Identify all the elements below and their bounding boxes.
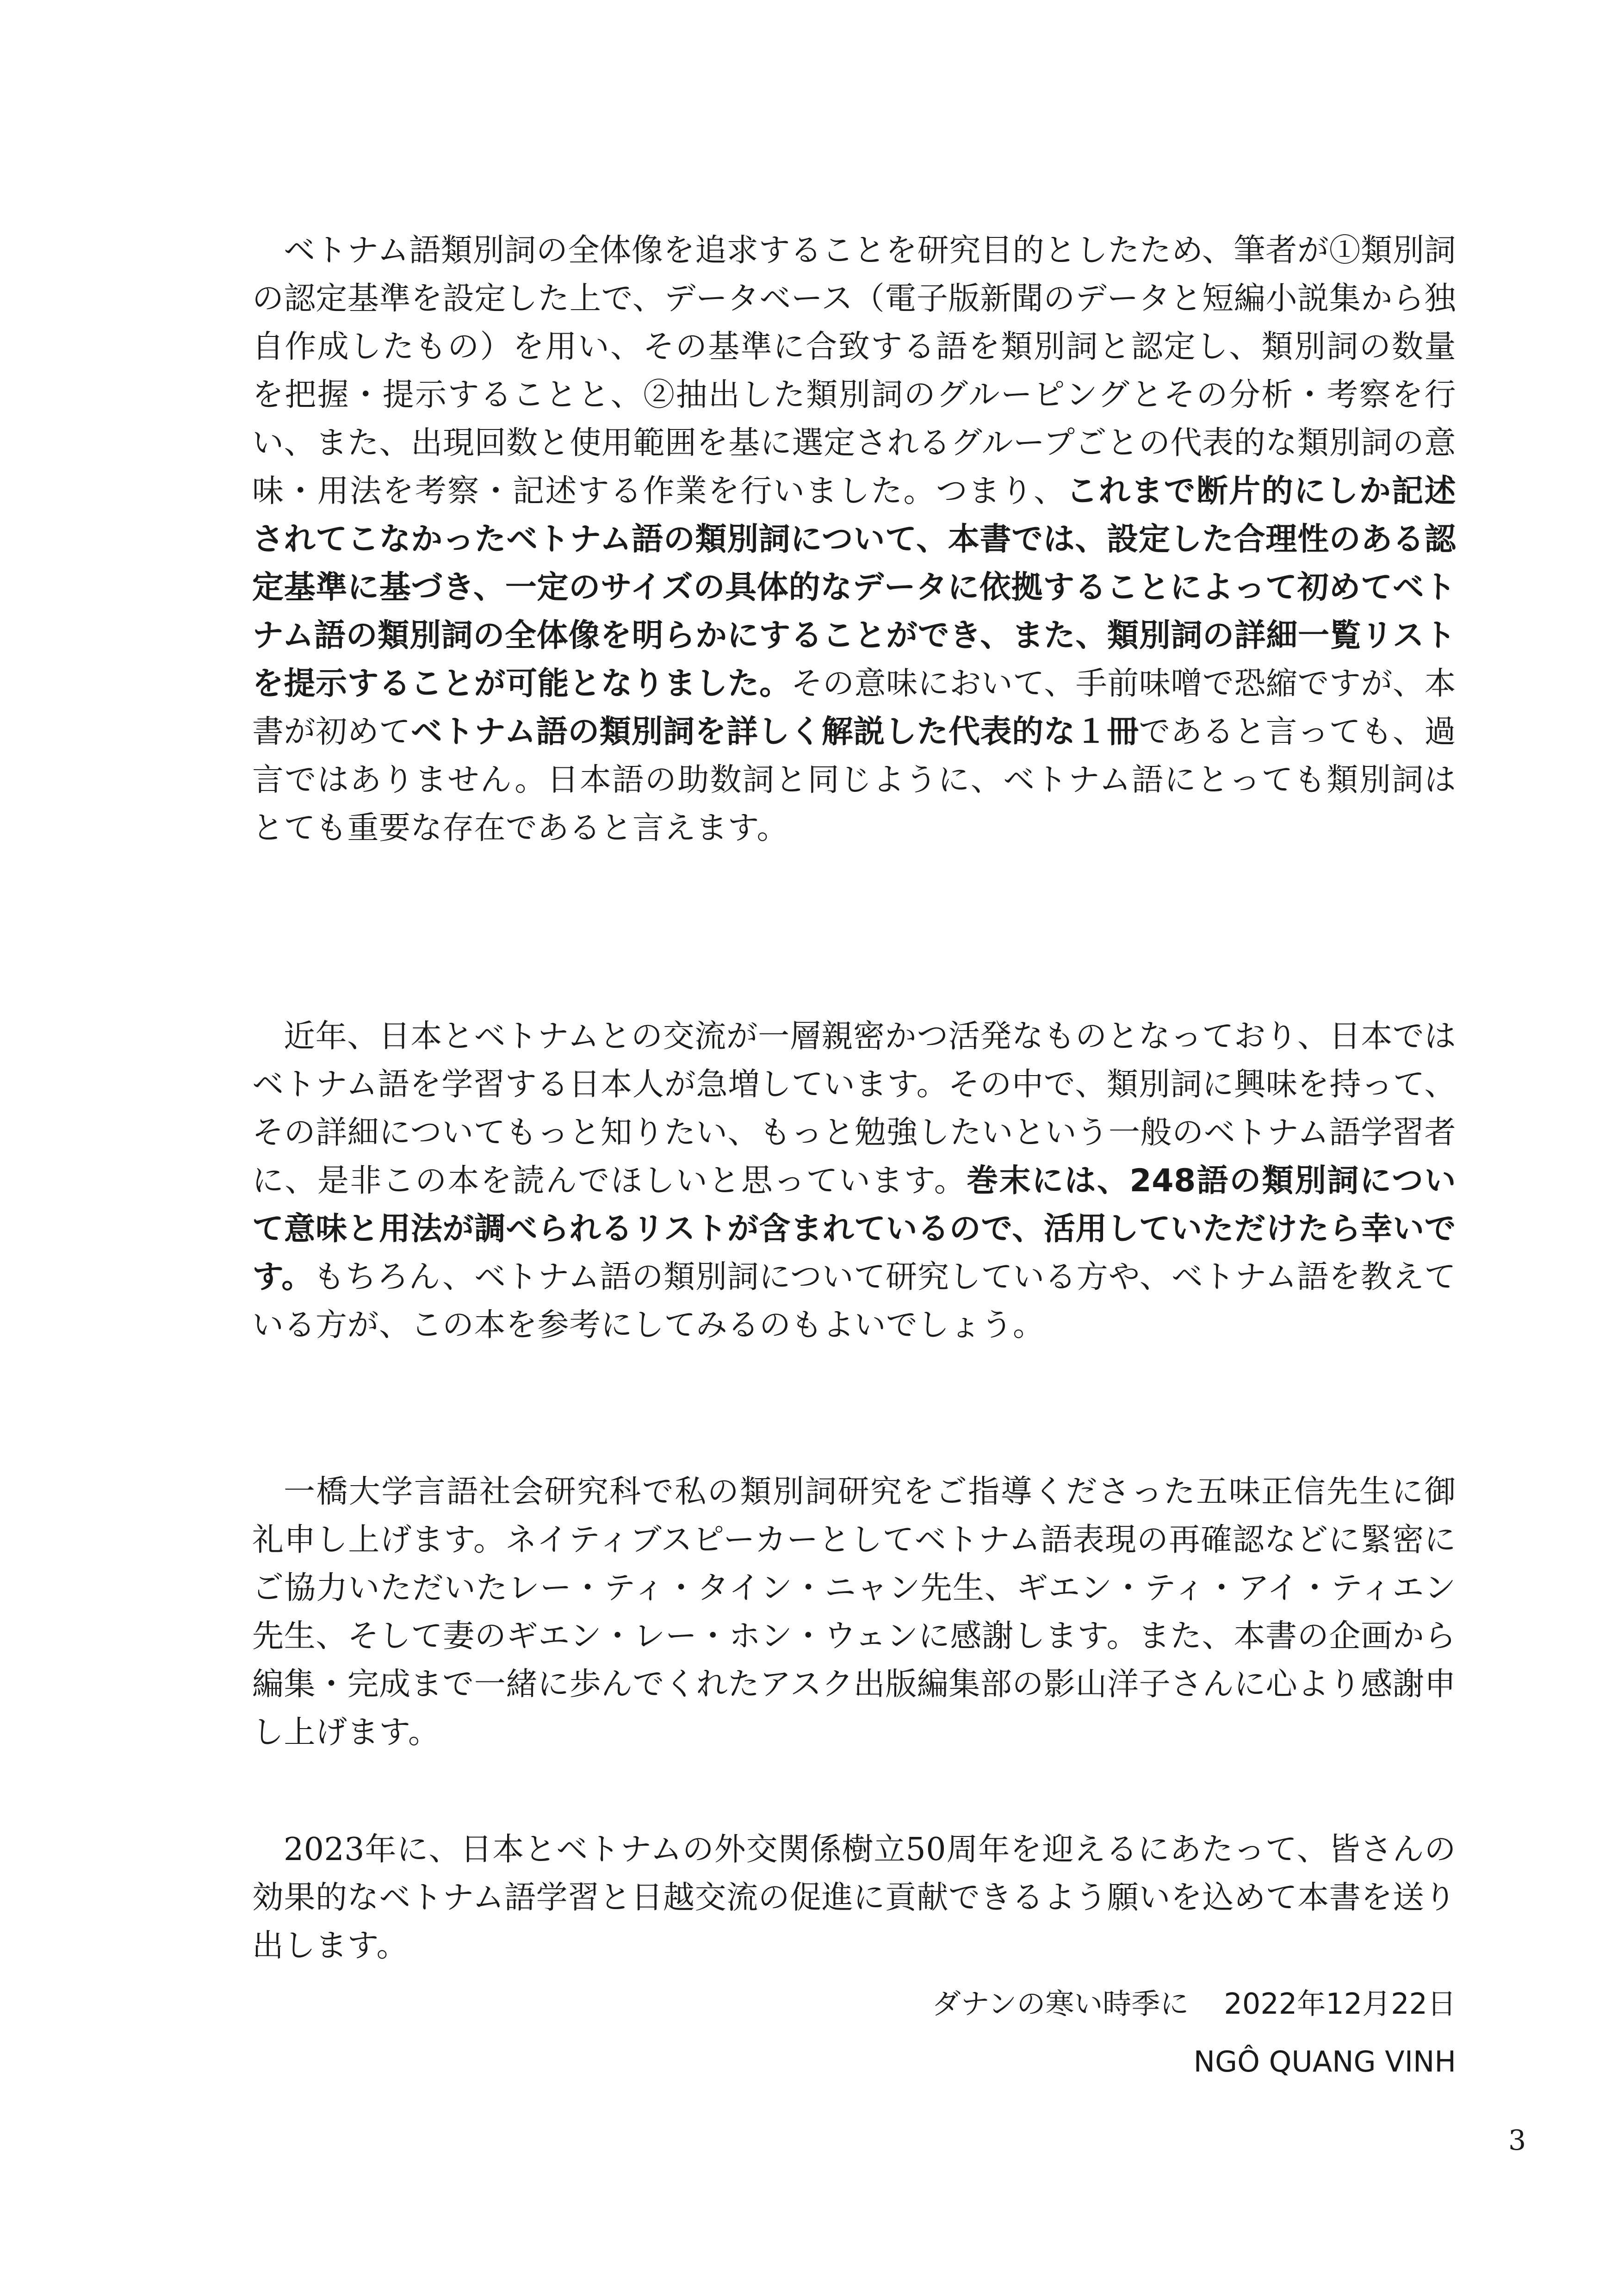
text-segment: もちろん、ベトナム語の類別詞について研究している方や、ベトナム語を教えている方が、この本を参考にしてみるのもよいでしょう。 bbox=[252, 1259, 1456, 1344]
signature-date-line bbox=[932, 1985, 1456, 2022]
text-segment: ベトナム語類別詞の全体像を追求することを研究目的としたため、筆者が①類別詞の認定基準を設定した上で、データベース（電子版新聞のデータと短編小説集から独自作成したもの）を用い、その基準に合致する語を類別詞と認定し、類別詞の数量を把握・提示することと、②抽出した類別詞のグルーピングとその分析・考察を行い、また、出現回数と使用範囲を基に選定されるグループごとの代表的な類別詞の意味・用法を考察・記述する作業を行いました。つまり、 bbox=[252, 232, 1456, 510]
signature-date: 2022年12月22日 bbox=[1224, 1987, 1456, 2021]
emphasis-text: ベトナム語の類別詞を詳しく解説した代表的な１冊 bbox=[410, 714, 1139, 750]
emphasis-text: これまで断片的にしか記述されてこなかったベトナム語の類別詞について、本書では、設定した合理性のある認定基準に基づき、一定のサイズの具体的なデータに依拠することによって初めてベトナム語の類別詞の全体像を明らかにすることができ、また、類別詞の詳細一覧リストを提示することが可能となりました。 bbox=[252, 473, 1456, 702]
page-number: 3 bbox=[1508, 2124, 1526, 2157]
paragraph-acknowledgements bbox=[252, 1468, 1456, 1757]
paragraph-target-readers bbox=[252, 1013, 1456, 1350]
author-name: NGÔ QUANG VINH bbox=[1193, 2045, 1456, 2078]
paragraph-closing-wish bbox=[252, 1826, 1456, 1970]
paragraph-research-purpose bbox=[252, 227, 1456, 852]
text-segment: 一橋大学言語社会研究科で私の類別詞研究をご指導くださった五味正信先生に御礼申し上げます。ネイティブスピーカーとしてベトナム語表現の再確認などに緊密にご協力いただいたレー・ティ・タイン・ニャン先生、ギエン・ティ・アイ・ティエン先生、そして妻のギエン・レー・ホン・ウェンに感謝します。また、本書の企画から編集・完成まで一緒に歩んでくれたアスク出版編集部の影山洋子さんに心より感謝申し上げます。 bbox=[252, 1474, 1456, 1751]
text-segment: 近年、日本とベトナムとの交流が一層親密かつ活発なものとなっており、日本ではベトナム語を学習する日本人が急増しています。その中で、類別詞に興味を持って、その詳細についてもっと知りたい、もっと勉強したいという一般のベトナム語学習者に、是非この本を読んでほしいと思っています。 bbox=[252, 1018, 1456, 1199]
text-segment: その意味において、手前味噌で恐縮ですが、本書が初めて bbox=[252, 666, 1456, 750]
signature-place: ダナンの寒い時季に bbox=[932, 1987, 1189, 2021]
emphasis-text: 巻末には、248語の類別詞について意味と用法が調べられるリストが含まれているので、活用していただけたら幸いです。 bbox=[252, 1163, 1457, 1295]
text-segment: であると言っても、過言ではありません。日本語の助数詞と同じように、ベトナム語にとっても類別詞はとても重要な存在であると言えます。 bbox=[252, 714, 1456, 846]
text-segment: 2023年に、日本とベトナムの外交関係樹立50周年を迎えるにあたって、皆さんの効果的なベトナム語学習と日越交流の促進に貢献できるよう願いを込めて本書を送り出します。 bbox=[252, 1831, 1456, 1964]
